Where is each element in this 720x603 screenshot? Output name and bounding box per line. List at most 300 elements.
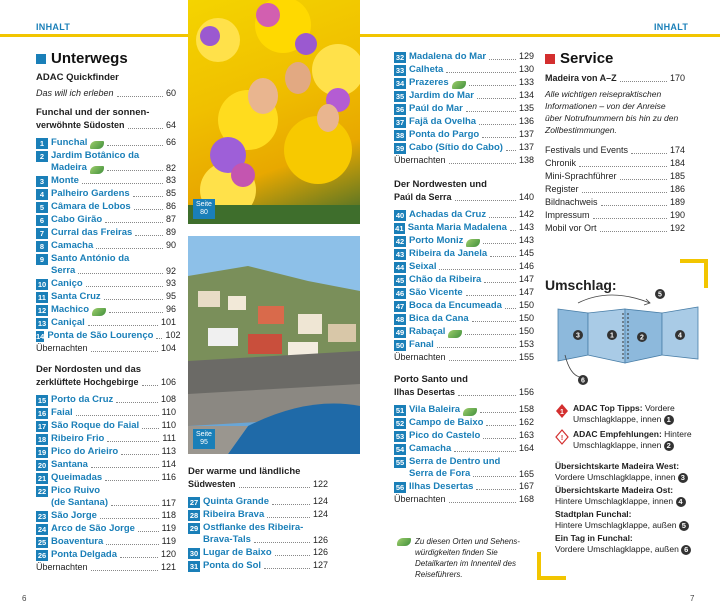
entry-page: 108 [160,394,176,404]
toc-entry[interactable] [394,480,534,493]
toc-entry[interactable] [394,221,534,234]
entry-number: 28 [189,511,199,520]
page-number-left: 6 [22,594,27,603]
toc-row-uebernachten[interactable]: Übernachten 168 [394,494,534,504]
entry-page: 143 [518,235,534,245]
entry-page: 93 [165,278,176,288]
toc-entry[interactable] [36,252,176,277]
entry-name: Caniçal [51,317,85,328]
entry-name: Ponta de São Lourenço [47,330,154,341]
header-right: INHALT [654,22,689,32]
entry-page: 147 [518,274,534,284]
entry-number: 35 [395,92,405,101]
svg-text:1: 1 [610,332,614,340]
entry-number: 14 [36,332,45,341]
toc-row-az[interactable]: Madeira von A–Z 170 [545,73,685,83]
entry-name: Ponta do Sol [203,560,262,571]
column-unterwegs [36,50,181,574]
entry-page: 124 [312,509,328,519]
entry-page: 134 [518,90,534,100]
toc-entry[interactable] [394,76,534,89]
entry-name: Câmara de Lobos [51,201,131,212]
entry-page: 142 [518,209,534,219]
entry-page: 137 [518,129,534,139]
toc-entry[interactable] [394,247,534,260]
entry-name: Santo António da [51,253,130,264]
map-legend-entry: Übersichtskarte Madeira West: Vordere Umschlagklappe, innen 3 [555,461,715,483]
entry-name: Madalena do Mar [409,51,487,62]
toc-row-uebernachten[interactable]: Übernachten 121 [36,562,176,572]
entry-number: 50 [395,341,405,350]
entry-name: Rabaçal [409,326,446,337]
detailmap-leaf-icon [466,239,480,247]
entry-name: Pico do Castelo [409,430,481,441]
toc-entry[interactable] [36,200,176,213]
entry-number: 34 [395,79,405,88]
entry-name: Funchal [51,137,88,148]
entry-page: 135 [518,103,534,113]
toc-entry[interactable] [188,508,328,521]
entry-number: 54 [395,445,405,454]
toc-entry[interactable] [36,509,176,522]
entry-page: 129 [518,51,534,61]
entry-page: 130 [518,64,534,74]
section-title-unterwegs: Unterwegs [36,50,176,67]
toc-entry[interactable] [36,432,176,445]
toc-entry[interactable] [394,442,534,455]
toc-entry[interactable] [394,141,534,154]
entry-name-cont: Madeira [51,162,87,173]
detailmap-leaf-icon [90,141,104,149]
entry-number: 11 [36,292,48,303]
toc-entry[interactable] [188,495,328,508]
page-number-right: 7 [690,594,695,603]
entry-name-cont: Brava-Tals [203,534,251,545]
map-legend-entry: Stadtplan Funchal: Hintere Umschlagklappe, außen 5 [555,509,715,531]
entry-name: Porto da Cruz [51,394,114,405]
service-entry[interactable]: Mobil vor Ort 192 [545,223,685,233]
entry-name: Jardim Botânico da [51,150,140,161]
entry-page: 85 [165,188,176,198]
entry-name: Palheiro Gardens [51,188,130,199]
entry-page: 96 [165,304,176,314]
entry-name: Pico Ruivo [51,485,101,496]
toc-list [394,403,534,493]
entry-number: 46 [395,289,405,298]
service-entry[interactable]: Festivals und Events 174 [545,145,685,155]
entry-page: 146 [518,261,534,271]
entry-page: 119 [161,523,176,533]
entry-name: Santa Maria Madalena [407,222,507,233]
entry-page: 117 [161,498,176,508]
entry-name: Achadas da Cruz [409,209,487,220]
entry-name: São Jorge [51,510,97,521]
umschlag-heading: Umschlag: [545,277,617,293]
page-badge: Seite 80 [193,199,215,219]
entry-number: 27 [189,498,199,507]
entry-name: Chão da Ribeira [409,274,482,285]
entry-page: 66 [165,137,176,147]
entry-name: Faial [51,407,73,418]
entry-name: Serra de Dentro und [409,456,501,467]
entry-number: 10 [37,280,47,289]
entry-number: 22 [37,487,47,496]
map-legend-entry: Ein Tag in Funchal: Vordere Umschlagklappe, außen 6 [555,533,715,555]
coast-village-image [188,236,360,454]
page-badge: Seite 95 [193,429,215,449]
entry-name: Cabo Girão [51,214,103,225]
toc-entry[interactable] [36,213,176,226]
column-service [545,50,685,293]
map-legend-entry: Übersichtskarte Madeira Ost: Hintere Umschlagklappe, innen 4 [555,485,715,507]
entry-page: 89 [165,227,176,237]
entry-page: 113 [161,446,176,456]
entry-number: 17 [37,422,47,431]
toc-entry[interactable] [36,522,176,535]
entry-name: Campo de Baixo [409,417,484,428]
toc-entry[interactable] [36,187,176,200]
entry-number: 38 [395,131,405,140]
entry-page: 147 [518,287,534,297]
entry-name: Paúl do Mar [409,103,463,114]
toc-entry[interactable] [394,208,534,221]
section-title-service: Service [545,50,685,67]
toc-entry[interactable] [394,260,534,273]
entry-number: 55 [395,458,405,467]
entry-number: 24 [37,525,47,534]
entry-name: Santa Cruz [51,291,101,302]
entry-name: Ostflanke des Ribeira- [203,522,304,533]
entry-name: Queimadas [51,472,103,483]
entry-number: 12 [37,306,47,315]
entry-number: 40 [395,211,405,220]
detailmap-leaf-icon [397,538,411,546]
section-square-icon [545,54,555,64]
toc-entry[interactable] [394,50,534,63]
entry-page: 120 [160,549,176,559]
toc-entry[interactable] [394,89,534,102]
toc-entry[interactable] [394,338,534,351]
entry-name: Cabo (Sítio do Cabo) [409,142,503,153]
toc-entry[interactable] [394,286,534,299]
toc-entry[interactable] [36,290,176,303]
entry-name: São Roque do Faial [51,420,140,431]
svg-text:!: ! [560,435,564,442]
entry-page: 163 [518,430,534,440]
entry-page: 127 [312,560,328,570]
entry-page: 110 [161,407,176,417]
toc-entry[interactable] [36,471,176,484]
entry-number: 1 [36,138,48,149]
entry-page: 167 [518,481,534,491]
entry-page: 119 [161,536,176,546]
toc-entry[interactable] [394,312,534,325]
entry-name: Curral das Freiras [51,227,133,238]
toc-entry[interactable] [36,239,176,252]
toc-list [394,208,534,351]
entry-number: 30 [189,549,199,558]
column-nordwesten [394,50,534,580]
toc-entry[interactable] [394,429,534,442]
detailmap-leaf-icon [92,308,106,316]
photo-flower-festival [188,0,360,224]
svg-text:2: 2 [640,334,644,342]
entry-name: Machico [51,304,90,315]
entry-name: Lugar de Baixo [203,547,272,558]
entry-number: 33 [395,66,405,75]
entry-number: 18 [37,435,47,444]
entry-name: Arco de São Jorge [51,523,135,534]
entry-page: 133 [518,77,534,87]
toc-entry[interactable] [394,128,534,141]
toc-entry[interactable] [394,234,534,247]
entry-number: 6 [36,215,48,226]
region-heading: Der Nordwesten und Paúl da Serra 140 [394,179,534,202]
entry-page: 116 [161,472,176,482]
toc-entry[interactable] [36,419,176,432]
region-heading: Der warme und ländliche Südwesten 122 [188,466,328,489]
entry-number: 48 [395,315,405,324]
toc-row-uebernachten[interactable]: Übernachten 138 [394,155,534,165]
entry-name: Monte [51,175,79,186]
entry-number: 56 [395,483,405,492]
entry-name: Prazeres [409,77,449,88]
corner-bracket-top [680,258,710,288]
entry-page: 145 [518,248,534,258]
toc-entry[interactable] [36,406,176,419]
entry-page: 83 [165,175,176,185]
entry-name-cont: Serra [51,265,76,276]
entry-page: 82 [165,163,176,173]
entry-name: Ribeira da Janela [409,248,488,259]
entry-name: Quinta Grande [203,496,269,507]
toc-entry[interactable] [394,273,534,286]
az-description: Alle wichtigen reisepraktischen Informationen – von der Anreise über Notrufnummern bis hin zu den Zollbestimmungen. [545,89,679,135]
service-entry[interactable]: Register 186 [545,184,685,194]
entry-name: Boaventura [51,536,104,547]
top-rule-right [360,34,720,37]
toc-entry[interactable] [36,458,176,471]
toc-entry[interactable] [36,535,176,548]
entry-name: Ponta do Pargo [409,129,480,140]
toc-entry[interactable] [36,174,176,187]
entry-page: 95 [165,291,176,301]
entry-number: 36 [395,105,405,114]
entry-name: Boca da Encumeada [409,300,502,311]
entry-number: 53 [395,432,405,441]
entry-number: 31 [189,562,199,571]
entry-page: 126 [312,547,328,557]
toc-row-uebernachten[interactable]: Übernachten 104 [36,343,176,353]
toc-entry[interactable] [188,559,328,572]
service-entry[interactable]: Chronik 184 [545,158,685,168]
entry-page: 111 [162,433,176,443]
entry-number: 39 [395,144,405,153]
entry-page: 101 [160,317,176,327]
photo-coast-village [188,236,360,454]
service-entry[interactable]: Impressum 190 [545,210,685,220]
entry-number: 42 [395,237,405,246]
region-heading: Funchal und der sonnen- verwöhnte Südosten 64 [36,107,176,130]
entry-name: Ilhas Desertas [409,481,474,492]
entry-number: 37 [395,118,405,127]
entry-page: 137 [518,142,534,152]
entry-number: 7 [36,228,48,239]
entry-number: 23 [37,512,47,521]
entry-number: 25 [37,538,47,547]
entry-number: 51 [395,406,405,415]
entry-number: 13 [37,319,47,328]
svg-text:5: 5 [658,291,662,299]
toc-list [36,393,176,561]
entry-page: 124 [312,496,328,506]
cover-diagram [550,285,710,385]
entry-name: Ribeira Brava [203,509,265,520]
entry-name: Fanal [409,339,434,350]
top-tipp-icon [555,403,569,419]
entry-page: 136 [518,116,534,126]
entry-number: 16 [37,409,47,418]
toc-row-erleben[interactable]: Das will ich erleben 60 [36,88,176,98]
toc-entry[interactable] [36,303,176,316]
toc-entry[interactable] [394,299,534,312]
entry-number: 49 [395,328,405,337]
entry-name: Santana [51,459,88,470]
entry-number: 44 [395,263,405,272]
entry-number: 43 [395,250,405,259]
entry-name: Jardim do Mar [409,90,474,101]
entry-name: Vila Baleira [409,404,461,415]
svg-text:4: 4 [678,332,682,340]
entry-name: São Vicente [409,287,463,298]
toc-entry[interactable] [394,325,534,338]
entry-number: 26 [37,551,47,560]
entry-number: 32 [395,53,405,62]
detailmap-leaf-icon [448,330,462,338]
entry-page: 150 [518,300,534,310]
toc-entry[interactable] [36,136,176,149]
detailmap-leaf-icon [463,408,477,416]
toc-list [36,136,181,342]
entry-number: 5 [36,202,48,213]
toc-entry[interactable] [36,329,181,342]
entry-name: Camacha [409,443,452,454]
toc-entry[interactable] [36,149,176,174]
entry-number: 4 [36,189,48,200]
entry-number: 52 [395,419,405,428]
toc-entry[interactable] [394,455,534,480]
toc-entry[interactable] [394,403,534,416]
entry-page: 164 [518,443,534,453]
entry-name: Fajã da Ovelha [409,116,477,127]
entry-number: 8 [36,241,48,252]
entry-name: Camacha [51,240,94,251]
entry-page: 150 [518,313,534,323]
entry-name-cont: (de Santana) [51,497,109,508]
entry-page: 165 [518,469,534,479]
svg-text:1: 1 [560,409,564,416]
entry-page: 126 [312,535,328,545]
toc-entry[interactable] [36,445,176,458]
svg-text:6: 6 [581,377,585,385]
footnote: Zu diesen Orten und Sehens-würdigkeiten finden Sie Detailkarten im Innenteil des Reiseführers. [394,536,534,580]
entry-page: 102 [165,330,181,340]
region-heading: Porto Santo und Ilhas Desertas 156 [394,374,534,397]
entry-name: Caniço [51,278,83,289]
entry-name: Ponta Delgada [51,549,117,560]
entry-page: 114 [161,459,176,469]
toc-entry[interactable] [36,226,176,239]
entry-page: 92 [165,266,176,276]
section-square-icon [36,54,46,64]
entry-number: 20 [37,461,47,470]
toc-entry[interactable] [188,546,328,559]
flower-festival-image [188,0,360,224]
entry-page: 153 [518,339,534,349]
tipps-legend: 1 ADAC Top Tipps: Vordere Umschlagklappe, innen 1 ! ADAC Empfehlungen: Hintere Umschlagklappe, innen 2 Übersichtskarte Madeira West: Vordere Umschlagklappe, innen 3 Übersichtskarte Madeira Ost: Hintere Umschlagklappe, innen 4 Stadtplan Funchal: Hintere Umschlagklappe, außen 5 Ein Tag in Funchal: Vordere Umschlagklappe, außen 6 [555,403,715,557]
entry-name: Seixal [409,261,437,272]
entry-page: 143 [518,222,534,232]
entry-page: 158 [518,404,534,414]
service-list [545,144,685,235]
entry-number: 47 [395,302,405,311]
svg-text:3: 3 [576,332,580,340]
toc-entry[interactable] [394,115,534,128]
toc-entry[interactable] [188,521,328,546]
entry-page: 118 [161,510,176,520]
entry-name: Ribeiro Frio [51,433,105,444]
entry-number: 19 [37,448,47,457]
entry-name: Calheta [409,64,444,75]
entry-name: Pico do Arieiro [51,446,119,457]
entry-number: 9 [36,254,48,265]
toc-entry[interactable] [394,416,534,429]
region-heading: Der Nordosten und das zerklüftete Hochgebirge 106 [36,364,176,387]
toc-entry[interactable] [36,548,176,561]
entry-page: 162 [518,417,534,427]
toc-list [188,495,328,572]
entry-number: 15 [37,396,47,405]
entry-number: 21 [37,474,47,483]
quickfinder-heading: ADAC Quickfinder [36,72,119,83]
top-rule-left [0,34,188,37]
entry-name: Bica da Cana [409,313,469,324]
toc-entry[interactable] [36,484,176,509]
entry-number: 3 [36,176,48,187]
detailmap-leaf-icon [90,166,104,174]
entry-page: 86 [165,201,176,211]
toc-entry[interactable] [36,393,176,406]
toc-entry[interactable] [36,316,176,329]
toc-row-uebernachten[interactable]: Übernachten 155 [394,352,534,362]
toc-entry[interactable] [36,277,176,290]
entry-number: 45 [395,276,405,285]
entry-name-cont: Serra de Fora [409,468,471,479]
entry-page: 150 [518,326,534,336]
service-entry[interactable]: Bildnachweis 189 [545,197,685,207]
entry-page: 110 [161,420,176,430]
toc-entry[interactable] [394,63,534,76]
header-left: INHALT [36,22,71,32]
entry-number: 41 [395,224,404,233]
empfehlung-icon [555,429,569,445]
toc-entry[interactable] [394,102,534,115]
column-suedwesten [188,466,328,572]
service-entry[interactable]: Mini-Sprachführer 185 [545,171,685,181]
entry-name: Porto Moniz [409,235,464,246]
entry-page: 90 [165,240,176,250]
entry-number: 29 [189,524,199,533]
